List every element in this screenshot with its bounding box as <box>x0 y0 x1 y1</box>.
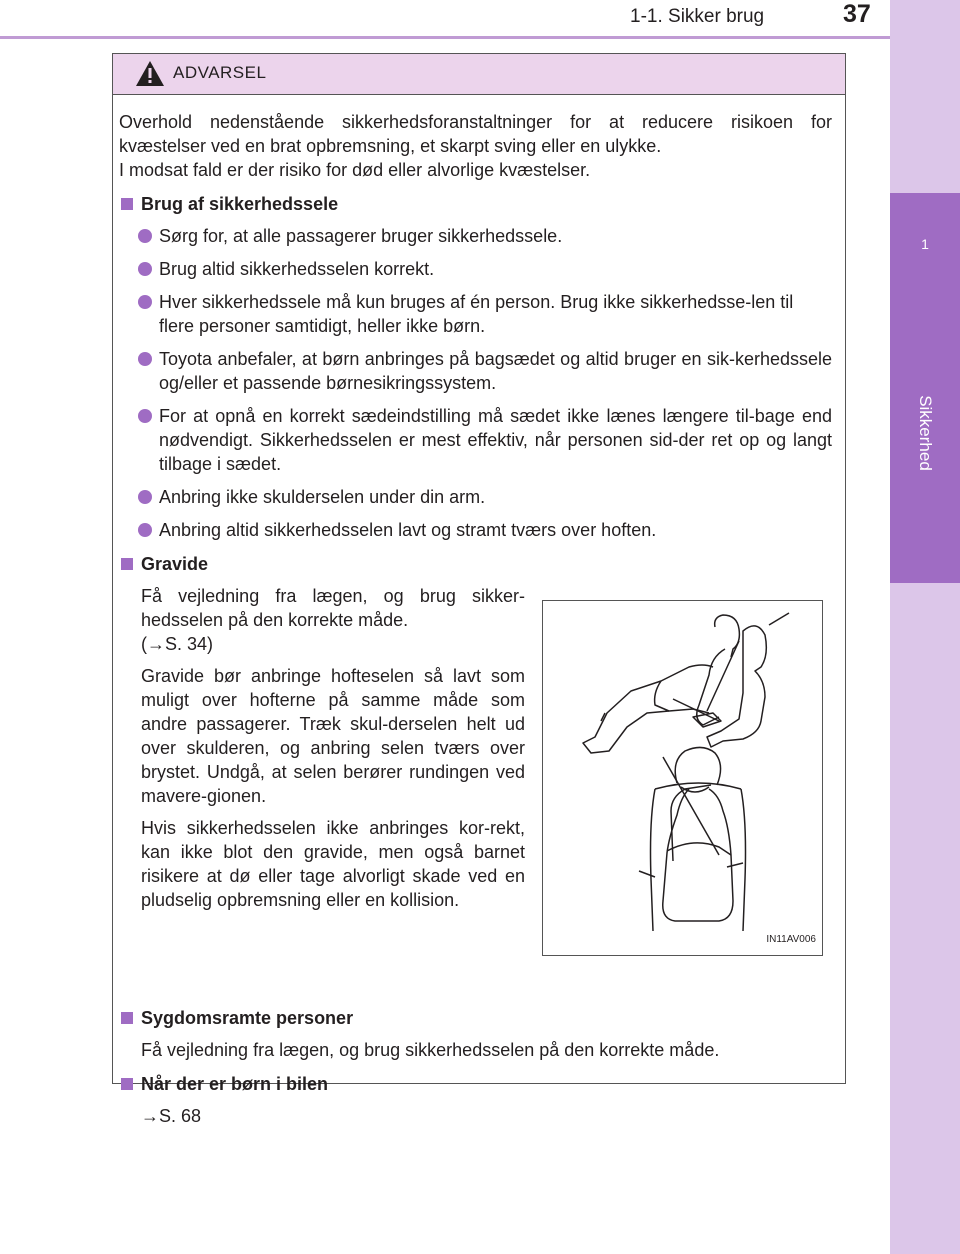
pregnant-seatbelt-illustration <box>542 600 823 956</box>
section-heading-ill: Sygdomsramte personer <box>119 1006 832 1030</box>
warning-consequence: I modsat fald er der risiko for død eller alvorlige kvæstelser. <box>119 160 591 180</box>
ill-advice: Få vejledning fra lægen, og brug sikkerhedsselen på den korrekte måde. <box>141 1040 720 1060</box>
pregnant-advice: Få vejledning fra lægen, og brug sikker-hedsselen på den korrekte måde. <box>141 586 525 630</box>
round-bullet-icon <box>138 229 152 243</box>
list-item: Toyota anbefaler, at børn anbringes på bagsædet og altid bruger en sik-kerhedssele og/eller et passende børnesikringssystem. <box>119 347 832 395</box>
section-heading-children: Når der er børn i bilen <box>119 1072 832 1096</box>
list-item: Anbring altid sikkerhedsselen lavt og stramt tværs over hoften. <box>119 518 832 542</box>
square-bullet-icon <box>121 198 133 210</box>
round-bullet-icon <box>138 409 152 423</box>
page-reference-link[interactable]: →S. 68 <box>141 1106 202 1126</box>
pregnant-section <box>119 584 832 996</box>
section-heading-pregnant: Gravide <box>119 552 832 576</box>
pregnant-risk: Hvis sikkerhedsselen ikke anbringes kor-rekt, kan ikke blot den gravide, men også barnet risikere at dø eller tage alvorligt skade ved en pludselig opbremsning eller en kollision. <box>141 818 525 910</box>
list-item: Sørg for, at alle passagerer bruger sikkerhedssele. <box>119 224 832 248</box>
list-item: Brug altid sikkerhedsselen korrekt. <box>119 257 832 281</box>
chapter-tab-label: Sikkerhed <box>916 395 935 471</box>
header-rule <box>0 36 890 39</box>
warning-title: ADVARSEL <box>173 63 267 82</box>
seated-pregnant-woman-image <box>543 601 821 941</box>
list-item: For at opnå en korrekt sædeindstilling må sædet ikke lænes længere til-bage end nødvendigt. Sikkerhedsselen er mest effektiv, når personen sid-der ret op og langt tilbage i sædet. <box>119 404 832 476</box>
chapter-tab[interactable] <box>890 193 960 583</box>
square-bullet-icon <box>121 558 133 570</box>
pregnant-text <box>141 584 525 920</box>
list-item: Anbring ikke skulderselen under din arm. <box>119 485 832 509</box>
page-reference-link[interactable]: (→S. 34) <box>141 634 214 654</box>
warning-content <box>119 110 832 1136</box>
round-bullet-icon <box>138 490 152 504</box>
list-item: Hver sikkerhedssele må kun bruges af én person. Brug ikke sikkerhedsse-len til flere personer samtidigt, heller ikke børn. <box>119 290 832 338</box>
chapter-title: 1-1. Sikker brug <box>630 6 765 27</box>
warning-box <box>112 53 846 1126</box>
page-number: 37 <box>843 0 871 28</box>
round-bullet-icon <box>138 352 152 366</box>
warning-header <box>113 54 845 95</box>
square-bullet-icon <box>121 1078 133 1090</box>
section-heading-seatbelt: Brug af sikkerhedssele <box>119 192 832 216</box>
round-bullet-icon <box>138 523 152 537</box>
warning-triangle-icon <box>135 60 165 87</box>
page-header <box>0 0 890 38</box>
round-bullet-icon <box>138 262 152 276</box>
square-bullet-icon <box>121 1012 133 1024</box>
warning-intro: Overhold nedenstående sikkerhedsforanstaltninger for at reducere risikoen for kvæstelser ved en brat opbremsning, et skarpt sving eller en ulykke. <box>119 112 832 156</box>
chapter-tab-number: 1 <box>921 236 929 252</box>
pregnant-belt-position: Gravide bør anbringe hofteselen så lavt som muligt over hofterne på samme måde som andre passagerer. Træk skul-derselen helt ud over skulderen, og anbring selen tværs over brystet. Undgå, at selen berører rundingen ved mavere-gionen. <box>141 666 525 806</box>
round-bullet-icon <box>138 295 152 309</box>
side-tab-strip <box>890 0 960 1254</box>
figure-code: IN11AV006 <box>766 934 816 945</box>
